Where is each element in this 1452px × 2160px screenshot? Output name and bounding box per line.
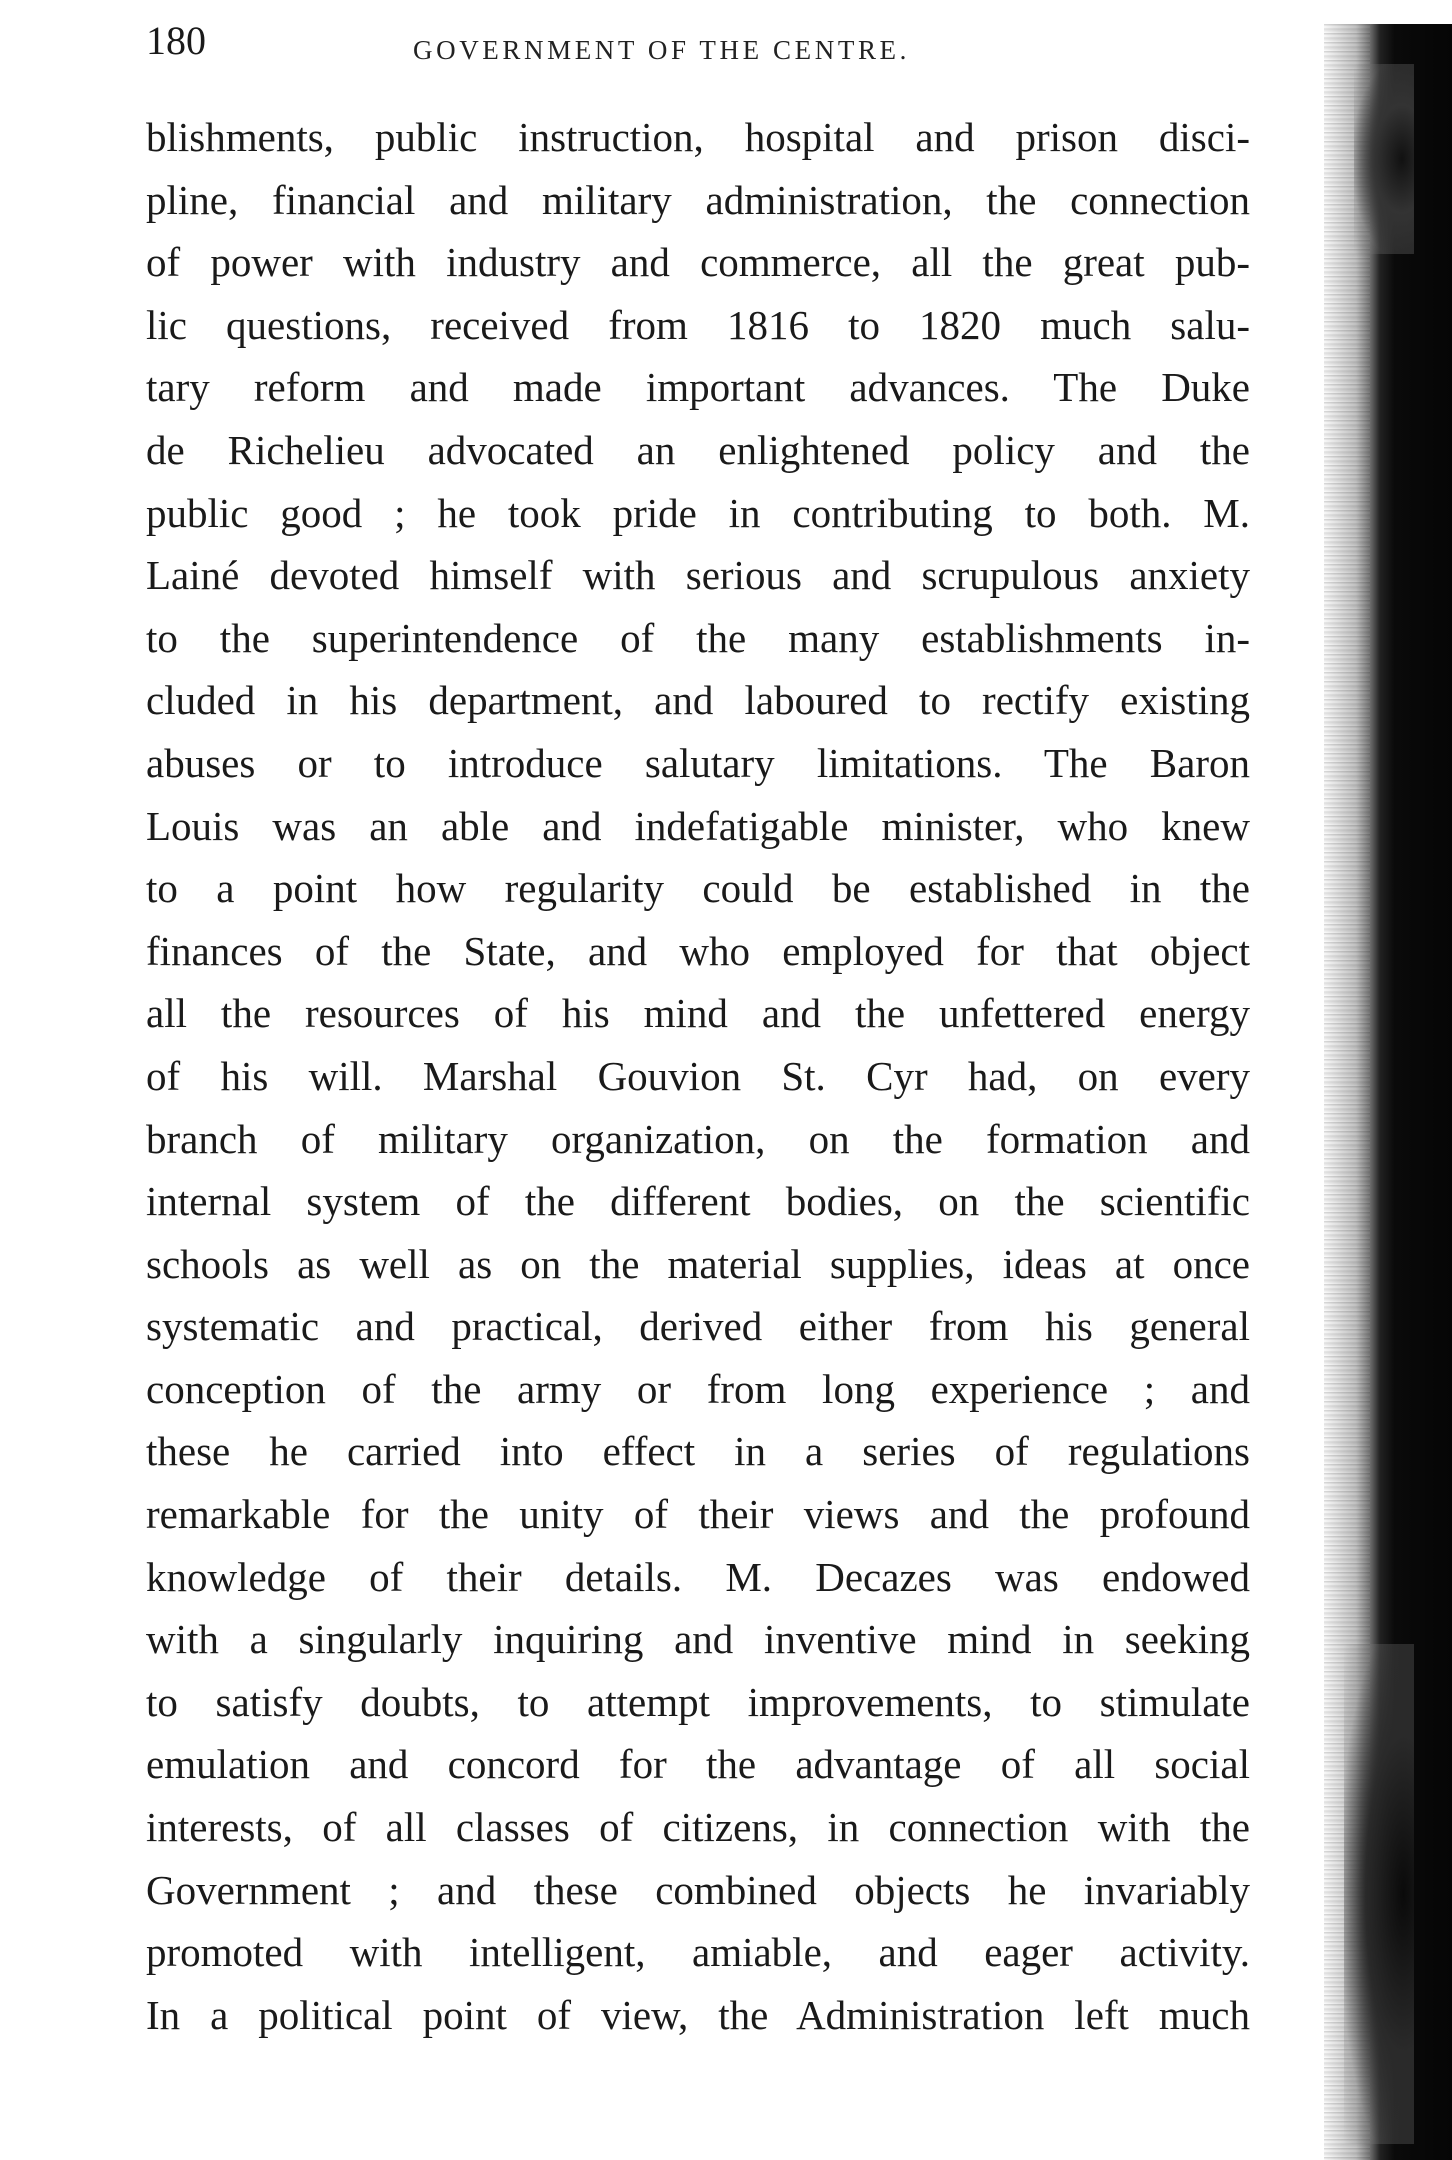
text-line: Government ; and these combined objects he invariably	[146, 1866, 1250, 1913]
text-line: remarkable for the unity of their views and the profound	[146, 1491, 1250, 1538]
text-line: promoted with intelligent, amiable, and eager activity.	[146, 1929, 1250, 1976]
text-line: systematic and practical, derived either from his general	[146, 1303, 1250, 1350]
text-line: these he carried into effect in a series of regulations	[146, 1428, 1250, 1475]
binding-bulge-bottom	[1344, 1644, 1414, 2144]
text-line: to satisfy doubts, to attempt improvements, to stimulate	[146, 1678, 1250, 1725]
text-line: internal system of the different bodies, on the scientific	[146, 1178, 1250, 1225]
text-line: to the superintendence of the many establishments in-	[146, 614, 1250, 661]
text-line: finances of the State, and who employed for that object	[146, 927, 1250, 974]
text-line: knowledge of their details. M. Decazes was endowed	[146, 1553, 1250, 1600]
text-line: Lainé devoted himself with serious and scrupulous anxiety	[146, 552, 1250, 599]
text-line: of his will. Marshal Gouvion St. Cyr had, on every	[146, 1052, 1250, 1099]
text-line: branch of military organization, on the formation and	[146, 1115, 1250, 1162]
text-line: interests, of all classes of citizens, in connection with the	[146, 1804, 1250, 1851]
text-line: de Richelieu advocated an enlightened policy and the	[146, 426, 1250, 473]
page-number: 180	[146, 18, 206, 63]
text-line: conception of the army or from long experience ; and	[146, 1365, 1250, 1412]
text-line: of power with industry and commerce, all the great pub-	[146, 239, 1250, 286]
running-title: GOVERNMENT OF THE CENTRE.	[413, 35, 911, 65]
text-line: to a point how regularity could be established in the	[146, 865, 1250, 912]
text-line: emulation and concord for the advantage of all social	[146, 1741, 1250, 1788]
text-line: tary reform and made important advances. The Duke	[146, 364, 1250, 411]
binding-bulge-top	[1354, 64, 1414, 254]
binding-shadow	[1324, 24, 1452, 2160]
text-line: cluded in his department, and laboured to rectify existing	[146, 677, 1250, 724]
text-line: with a singularly inquiring and inventive mind in seeking	[146, 1616, 1250, 1663]
text-line: In a political point of view, the Administration left much	[146, 1991, 1250, 2038]
text-line: public good ; he took pride in contributing to both. M.	[146, 489, 1250, 536]
text-line: lic questions, received from 1816 to 1820 much salu-	[146, 301, 1250, 348]
text-line: all the resources of his mind and the unfettered energy	[146, 990, 1250, 1037]
text-line: Louis was an able and indefatigable minister, who knew	[146, 802, 1250, 849]
text-line: abuses or to introduce salutary limitations. The Baron	[146, 739, 1250, 786]
text-line: pline, financial and military administration, the connection	[146, 176, 1250, 223]
text-line: schools as well as on the material supplies, ideas at once	[146, 1240, 1250, 1287]
body-text	[146, 106, 1250, 2046]
text-line: blishments, public instruction, hospital and prison disci-	[146, 114, 1250, 160]
